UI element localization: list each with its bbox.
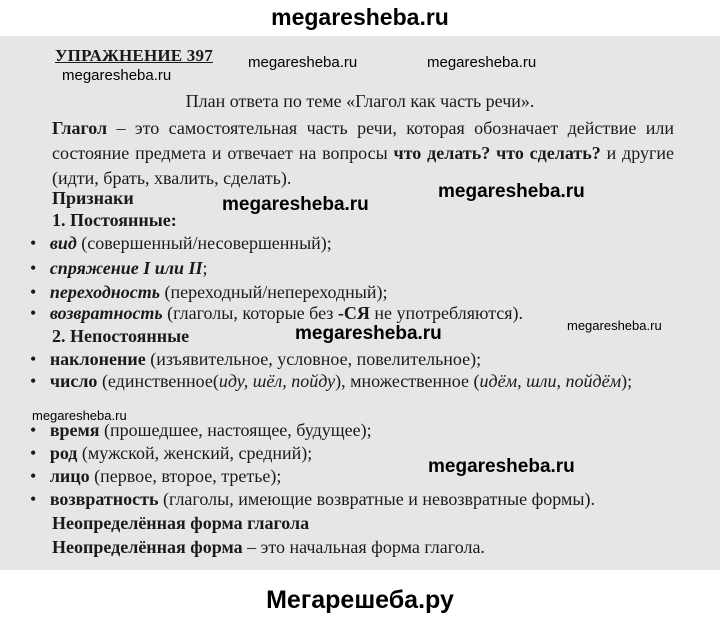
- list-item: • вид (совершенный/несовершенный);: [30, 233, 332, 253]
- watermark: megaresheba.ru: [438, 181, 585, 202]
- list-item: • возвратность (глаголы, которые без -СЯ не употребляются).: [30, 303, 524, 323]
- list-item: • возвратность (глаголы, имеющие возвратные и невозвратные формы).: [30, 489, 595, 509]
- watermark: megaresheba.ru: [295, 323, 442, 344]
- variable-heading: 2. Непостоянные: [52, 326, 190, 346]
- definition-text-end: и другие (идти, брать, хвалить, сделать).: [52, 143, 674, 188]
- list-item: • наклонение (изъявительное, условное, повелительное);: [30, 349, 482, 369]
- features-heading: Признаки: [52, 188, 134, 208]
- constant-heading: 1. Постоянные:: [52, 210, 177, 230]
- infinitive-definition: Неопределённая форма – это начальная форма глагола.: [52, 537, 485, 557]
- list-item: • спряжение I или II;: [30, 258, 208, 278]
- site-footer: Мегарешеба.ру: [0, 570, 720, 617]
- list-item: • лицо (первое, второе, третье);: [30, 466, 282, 486]
- watermark: megaresheba.ru: [62, 67, 172, 84]
- definition-questions: что делать? что сделать?: [393, 143, 601, 163]
- watermark: megaresheba.ru: [428, 456, 575, 477]
- plan-line: План ответа по теме «Глагол как часть речи».: [185, 91, 535, 111]
- site-header: megaresheba.ru: [0, 0, 720, 36]
- infinitive-heading: Неопределённая форма глагола: [52, 513, 310, 533]
- watermark: megaresheba.ru: [567, 318, 662, 333]
- definition-term: Глагол: [52, 118, 108, 138]
- watermark: megaresheba.ru: [32, 408, 127, 423]
- scanned-page: [0, 36, 720, 570]
- list-item: • переходность (переходный/непереходный);: [30, 282, 388, 302]
- list-item: • число (единственное(иду, шёл, пойду), множественное (идём, шли, пойдём);: [30, 371, 633, 391]
- definition-paragraph: [52, 116, 674, 191]
- watermark: megaresheba.ru: [248, 54, 358, 71]
- list-item: • время (прошедшее, настоящее, будущее);: [30, 420, 372, 440]
- list-item: • род (мужской, женский, средний);: [30, 443, 313, 463]
- watermark: megaresheba.ru: [222, 194, 369, 215]
- exercise-title: УПРАЖНЕНИЕ 397: [55, 46, 213, 65]
- watermark: megaresheba.ru: [427, 54, 537, 71]
- definition-text: – это самостоятельная часть речи, которая обозначает действие или состояние предмета и отвечает на вопросы: [52, 118, 674, 163]
